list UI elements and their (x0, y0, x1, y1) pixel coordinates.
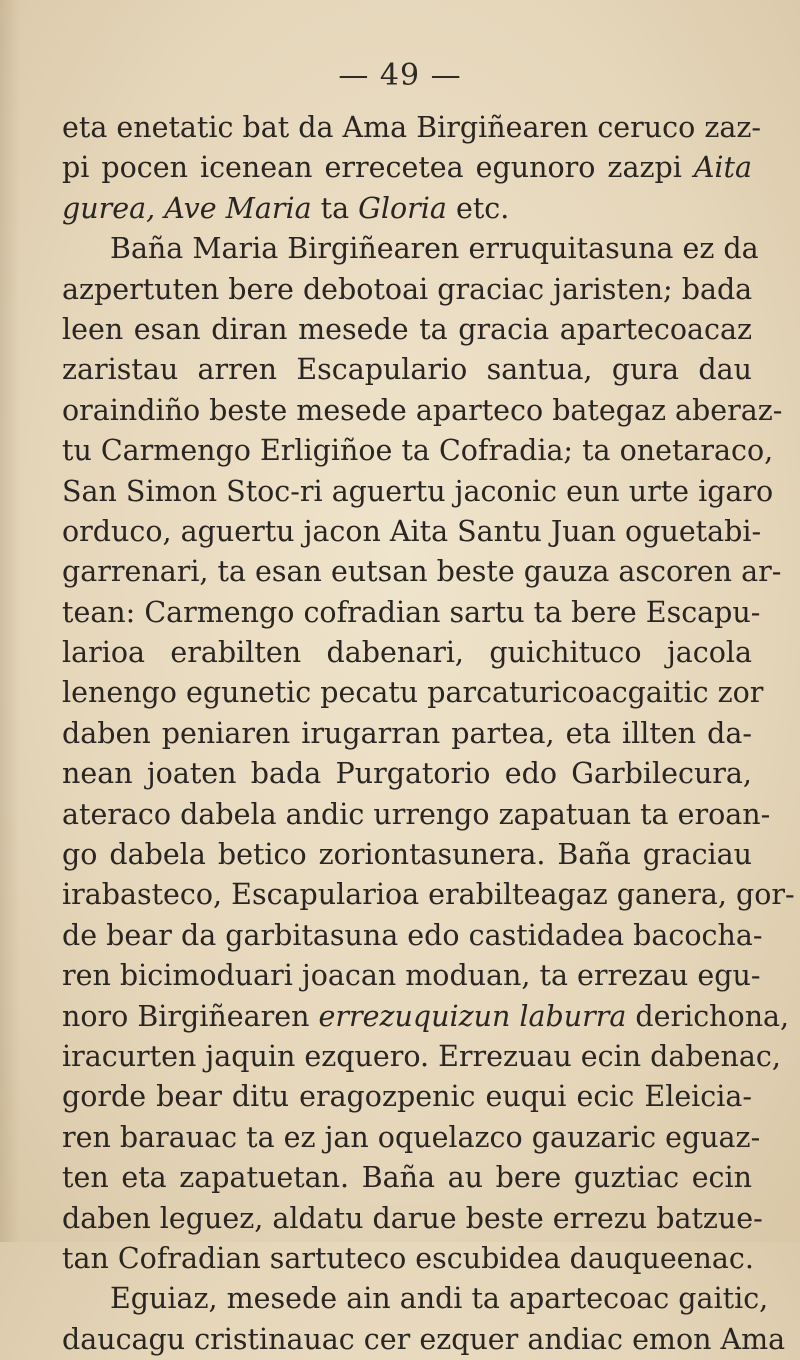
text-line (62, 714, 752, 754)
text-segment: oraindiño beste mesede aparteco bategaz aberaz- (62, 393, 783, 427)
text-segment: garrenari, ta esan eutsan beste gauza ascoren ar- (62, 555, 782, 589)
text-segment: go dabela betico zoriontasunera. Baña graciau (62, 838, 752, 872)
text-line (62, 108, 761, 148)
text-segment: daucagu cristinauac cer ezquer andiac emon Ama (62, 1322, 786, 1356)
text-line (62, 1199, 763, 1239)
page-shadow (0, 0, 20, 1242)
text-line (62, 148, 752, 188)
italic-text: errezuquizun laburra (318, 999, 627, 1033)
text-segment: irabasteco, Escapularioa erabilteagaz ganera, gor- (62, 878, 795, 912)
text-line (62, 795, 771, 835)
text-line (62, 1077, 752, 1117)
text-line (62, 997, 790, 1037)
text-segment: ten eta zapatuetan. Baña au bere guztiac ecin (62, 1161, 752, 1195)
italic-text: Aita (693, 151, 752, 185)
text-segment: lenengo egunetic pecatu parcaturicoacgaitic zor (62, 676, 764, 710)
text-segment: derichona, (626, 999, 790, 1033)
text-line (62, 1158, 752, 1198)
text-segment: pi pocen icenean errecetea egunoro zazpi (62, 151, 694, 185)
text-segment: iracurten jaquin ezquero. Errezuau ecin dabenac, (62, 1039, 781, 1073)
text-segment: tu Carmengo Erligiñoe ta Cofradia; ta onetaraco, (62, 434, 774, 468)
text-line (62, 593, 761, 633)
text-line (62, 270, 752, 310)
text-segment: ren bicimoduari joacan moduan, ta errezau egu- (62, 959, 761, 993)
text-line (62, 189, 752, 229)
text-segment: nean joaten bada Purgatorio edo Garbilecura, (62, 757, 752, 791)
text-segment: gorde bear ditu eragozpenic euqui ecic Eleicia- (62, 1080, 752, 1114)
text-segment: daben peniaren irugarran partea, eta illten da- (62, 716, 752, 750)
text-segment: noro Birgiñearen (62, 999, 319, 1033)
text-line (62, 472, 774, 512)
text-segment: daben leguez, aldatu darue beste errezu batzue- (62, 1201, 763, 1235)
text-line (62, 1279, 769, 1319)
text-segment: larioa erabilten dabenari, guichituco jacola (62, 636, 752, 670)
text-line (62, 835, 752, 875)
text-line (62, 916, 763, 956)
text-line (62, 310, 752, 350)
text-segment: azpertuten bere debotoai graciac jaristen; bada (62, 272, 753, 306)
text-segment: ren barauac ta ez jan oquelazco gauzaric eguaz- (62, 1120, 761, 1154)
text-segment: tan Cofradian sartuteco escubidea dauqueenac. (62, 1241, 754, 1275)
text-line (62, 229, 759, 269)
page-number: — 49 — (338, 58, 462, 93)
text-segment: ta (311, 191, 359, 225)
text-segment: de bear da garbitasuna edo castidadea bacocha- (62, 918, 763, 952)
text-line (62, 552, 782, 592)
text-line (62, 633, 752, 673)
text-line (62, 875, 795, 915)
text-segment: San Simon Stoc-ri aguertu jaconic eun urte igaro (62, 474, 774, 508)
body-text (62, 108, 795, 1360)
text-line (62, 391, 783, 431)
text-segment: zaristau arren Escapulario santua, gura dau (62, 353, 752, 387)
text-segment: orduco, aguertu jacon Aita Santu Juan oguetabi- (62, 514, 762, 548)
italic-text: gurea, Ave Maria (62, 191, 312, 225)
text-line (62, 1037, 781, 1077)
text-line (62, 350, 752, 390)
text-line (62, 431, 774, 471)
italic-text: Gloria (358, 191, 447, 225)
text-segment: ateraco dabela andic urrengo zapatuan ta eroan- (62, 797, 771, 831)
text-line (62, 512, 762, 552)
text-line (62, 754, 752, 794)
text-segment: leen esan diran mesede ta gracia apartecoacaz (62, 312, 752, 346)
text-segment: Eguiaz, mesede ain andi ta apartecoac gaitic, (110, 1282, 769, 1316)
text-segment: etc. (446, 191, 510, 225)
text-line (62, 1118, 761, 1158)
text-line (62, 956, 761, 996)
text-segment: tean: Carmengo cofradian sartu ta bere Escapu- (62, 595, 761, 629)
text-segment: eta enetatic bat da Ama Birgiñearen ceruco zaz- (62, 111, 761, 144)
text-line (62, 673, 764, 713)
text-line (62, 1239, 752, 1279)
text-line (62, 1320, 786, 1360)
text-segment: Baña Maria Birgiñearen erruquitasuna ez da (110, 232, 759, 266)
